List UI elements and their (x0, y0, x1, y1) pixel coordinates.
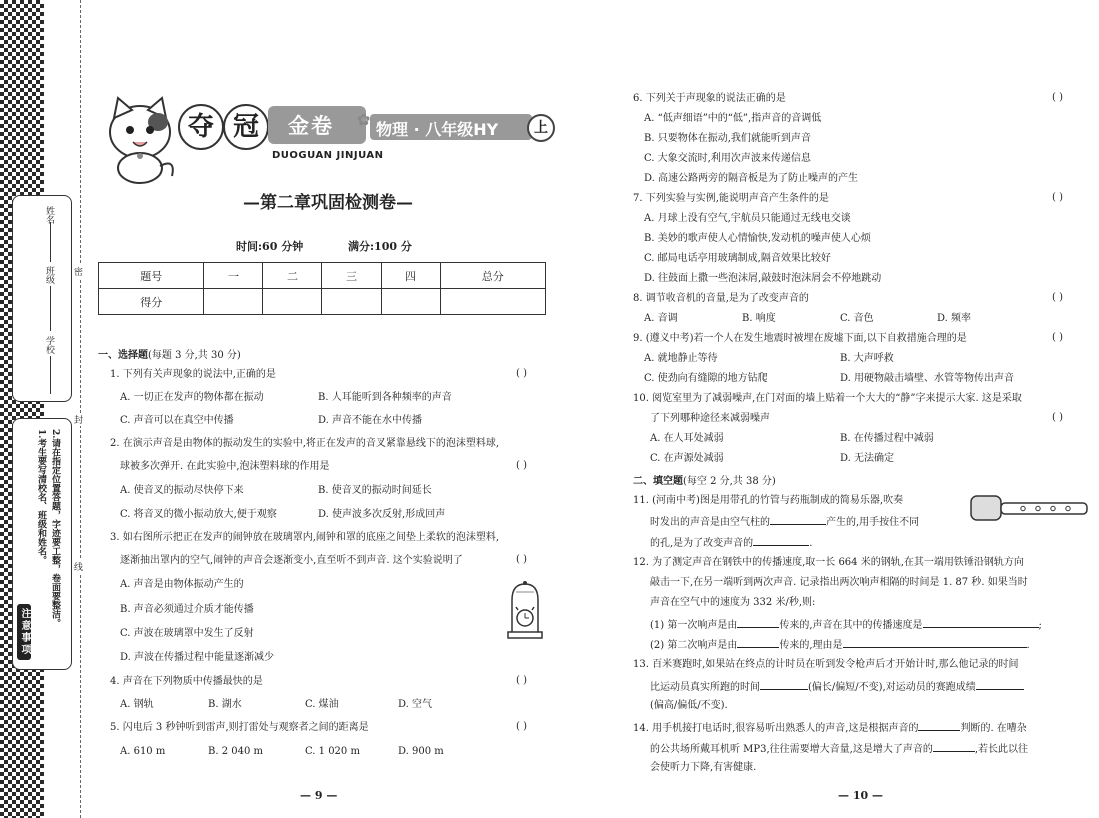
class-label: 班级 (44, 266, 54, 284)
q12-text-2: 敲击一下,在另一端听到两次声音. 记录指出两次响声相隔的时间是 1. 87 秒. 如果当时 (650, 577, 1028, 588)
q11-text-3a: 的孔,是为了改变声音的 (650, 538, 754, 549)
section1-note: (每题 3 分,共 30 分) (148, 350, 241, 361)
q10-option-c[interactable]: C. 在声源处减弱 (650, 453, 724, 464)
q9-option-b[interactable]: B. 大声呼救 (840, 353, 894, 364)
q12-text-3: 声音在空气中的速度为 332 米/秒,则: (650, 597, 816, 608)
q4-answer-paren[interactable]: ( ) (516, 675, 527, 686)
q12-sub-2b: 传来的,理由是 (779, 640, 843, 651)
q12-sub-1 (650, 617, 1042, 633)
score-cell[interactable] (381, 289, 440, 315)
q3-option-c[interactable]: C. 声波在玻璃罩中发生了反射 (120, 628, 254, 639)
score-cell[interactable] (263, 289, 322, 315)
q2-option-d[interactable]: D. 使声波多次反射,形成回声 (318, 509, 446, 520)
q12-sub-1a: (1) 第一次响声是由 (650, 620, 738, 631)
q7-answer-paren[interactable]: ( ) (1052, 192, 1063, 203)
q12-sub-2a: (2) 第二次响声是由 (650, 640, 738, 651)
q4-option-d[interactable]: D. 空气 (398, 699, 433, 710)
q12-sub-2c: . (1026, 640, 1030, 651)
table-header-cell: 题号 (99, 263, 204, 289)
q3-text-1: 3. 如右图所示把正在发声的闹钟放在玻璃罩内,闹钟和罩的底座之间垫上柔软的泡沫塑料, (110, 532, 500, 543)
section1-title: 一、选择题 (98, 350, 148, 361)
name-line (50, 222, 51, 262)
q8-answer-paren[interactable]: ( ) (1052, 292, 1063, 303)
q7-text: 7. 下列实验与实例,能说明声音产生条件的是 (633, 193, 829, 204)
q6-option-b[interactable]: B. 只要物体在振动,我们就能听到声音 (644, 133, 811, 144)
q13-blank-1[interactable] (760, 679, 808, 690)
q2-text-1: 2. 在演示声音是由物体的振动发生的实验中,将正在发声的音叉紧靠悬线下的泡沫塑料球, (110, 438, 500, 449)
q10-option-b[interactable]: B. 在传播过程中减弱 (840, 433, 934, 444)
q8-text: 8. 调节收音机的音量,是为了改变声音的 (633, 293, 809, 304)
student-info-box (12, 195, 72, 402)
q8-option-d[interactable]: D. 频率 (937, 313, 972, 324)
seal-dashed-line (80, 0, 81, 818)
volume-badge: 上 (527, 114, 555, 142)
table-header-cell: 二 (263, 263, 322, 289)
q11-text-2 (650, 514, 919, 530)
exam-title: —第二章巩固检测卷— (243, 193, 413, 213)
subject-label: 物理 · 八年级HY (376, 120, 499, 139)
q7-option-c[interactable]: C. 邮局电话亭用玻璃制成,隔音效果比较好 (644, 253, 831, 264)
score-table (98, 262, 546, 315)
exam-time: 时间:60 分钟 (236, 240, 304, 253)
q13-text-2b: (偏长/偏短/不变),对运动员的赛跑成绩 (808, 682, 976, 693)
q10-option-d[interactable]: D. 无法确定 (840, 453, 895, 464)
score-cell[interactable] (440, 289, 545, 315)
q2-text-2: 球被多次弹开. 在此实验中,泡沫塑料球的作用是 (120, 461, 330, 472)
q8-option-c[interactable]: C. 音色 (840, 313, 874, 324)
q14-text-3: 会使听力下降,有害健康. (650, 762, 757, 773)
notice-line-1: 1.考生要写清校名、班级和姓名。 (36, 429, 46, 565)
q12-blank-4[interactable] (843, 637, 1027, 648)
q10-answer-paren[interactable]: ( ) (1052, 412, 1063, 423)
q13-text-2a: 比运动员真实所跑的时间 (650, 682, 760, 693)
seal-char-3: 线 (74, 560, 83, 573)
q14-blank-2[interactable] (933, 741, 975, 752)
notice-title: 注意事项 (17, 604, 31, 660)
q12-text-1: 12. 为了测定声音在钢铁中的传播速度,取一长 664 米的钢轨,在其一端用铁锤沿钢轨方向 (633, 557, 1024, 568)
table-row-label: 得分 (99, 289, 204, 315)
q5-option-c[interactable]: C. 1 020 m (305, 746, 360, 757)
q11-text-2b: 产生的,用手按住不同 (826, 517, 920, 528)
q7-option-b[interactable]: B. 美妙的歌声使人心情愉快,发动机的噪声使人心烦 (644, 233, 871, 244)
q11-text-3b: . (809, 538, 813, 549)
q14-text-2b: ,若长此以往 (974, 744, 1029, 755)
page-number-left: — 9 — (300, 789, 338, 802)
q11-text-3 (650, 535, 812, 551)
table-header-cell: 四 (381, 263, 440, 289)
q10-text-1: 10. 阅览室里为了减弱噪声,在门对面的墙上贴着一个大大的“静”字来提示大家. 这是采取 (633, 393, 1022, 404)
q10-option-a[interactable]: A. 在人耳处减弱 (650, 433, 724, 444)
q5-option-b[interactable]: B. 2 040 m (208, 746, 263, 757)
q3-option-a[interactable]: A. 声音是由物体振动产生的 (120, 579, 244, 590)
brand-pinyin: DUOGUAN JINJUAN (272, 150, 384, 161)
class-line (50, 286, 51, 331)
q9-option-a[interactable]: A. 就地静止等待 (644, 353, 718, 364)
q5-answer-paren[interactable]: ( ) (516, 721, 527, 732)
q4-option-c[interactable]: C. 煤油 (305, 699, 339, 710)
q14-text-1a: 14. 用手机接打电话时,很容易听出熟悉人的声音,这是根据声音的 (633, 723, 919, 734)
score-table-row (99, 289, 546, 315)
brand-sub: 金卷 (288, 113, 334, 138)
q13-text-3: (偏高/偏低/不变). (650, 700, 728, 711)
q12-sub-1c: ; (1038, 620, 1042, 631)
brand-char-2: 冠 (223, 104, 269, 150)
bamboo-flute-icon (963, 488, 1091, 528)
school-label: 学校 (44, 336, 54, 354)
page-number-right: — 10 — (838, 789, 883, 802)
q2-option-c[interactable]: C. 将音叉的微小振动放大,便于观察 (120, 509, 277, 520)
q9-option-c[interactable]: C. 使劲向有缝隙的地方钻爬 (644, 373, 768, 384)
name-label: 姓名 (44, 206, 54, 224)
q12-blank-3[interactable] (737, 637, 779, 648)
q9-option-d[interactable]: D. 用硬物敲击墙壁、水管等物传出声音 (840, 373, 1015, 384)
q13-text-2 (650, 679, 1024, 695)
q1-text: 1. 下列有关声现象的说法中,正确的是 (110, 369, 276, 380)
q4-option-a[interactable]: A. 钢轨 (120, 699, 154, 710)
q9-text: 9. (遵义中考)若一个人在发生地震时被埋在废墟下面,以下自救措施合理的是 (633, 333, 967, 344)
score-cell[interactable] (204, 289, 263, 315)
q8-option-b[interactable]: B. 响度 (742, 313, 776, 324)
q5-option-a[interactable]: A. 610 m (120, 746, 166, 757)
q11-blank-2[interactable] (753, 535, 809, 546)
q2-answer-paren[interactable]: ( ) (516, 460, 527, 471)
q11-blank-1[interactable] (770, 514, 826, 525)
notice-line-2: 2.请在指定位置答题，字迹要工整，卷面要整洁。 (50, 429, 60, 628)
q3-answer-paren[interactable]: ( ) (516, 554, 527, 565)
notice-box (12, 418, 72, 670)
q2-option-b[interactable]: B. 使音叉的振动时间延长 (318, 485, 432, 496)
q13-text-1: 13. 百米赛跑时,如果站在终点的计时员在听到发令枪声后才开始计时,那么他记录的时间 (633, 659, 1019, 670)
table-header-cell: 三 (322, 263, 381, 289)
table-header-cell: 总分 (440, 263, 545, 289)
q14-text-1b: 判断的. 在嘈杂 (960, 723, 1027, 734)
flower-icon: ✿ (357, 110, 371, 129)
q13-blank-2[interactable] (976, 679, 1024, 690)
seal-char-2: 封 (74, 413, 83, 426)
q14-text-2 (650, 741, 1028, 757)
exam-score-total: 满分:100 分 (348, 240, 412, 253)
cat-mascot-icon (100, 92, 180, 184)
q3-option-b[interactable]: B. 声音必须通过介质才能传播 (120, 604, 254, 615)
q4-text: 4. 声音在下列物质中传播最快的是 (110, 676, 263, 687)
q6-option-c[interactable]: C. 大象交流时,利用次声波来传递信息 (644, 153, 811, 164)
q11-text-1: 11. (河南中考)图是用带孔的竹管与药瓶制成的简易乐器,吹奏 (633, 495, 904, 506)
checker-border (0, 0, 44, 818)
q1-option-c[interactable]: C. 声音可以在真空中传播 (120, 415, 234, 426)
q14-text-1 (633, 720, 1027, 736)
brand-char-1: 夺 (178, 104, 224, 150)
q2-option-a[interactable]: A. 使音叉的振动尽快停下来 (120, 485, 244, 496)
q1-option-a[interactable]: A. 一切正在发声的物体都在振动 (120, 392, 264, 403)
q1-option-d[interactable]: D. 声音不能在水中传播 (318, 415, 423, 426)
q7-option-a[interactable]: A. 月球上没有空气,宇航员只能通过无线电交谈 (644, 213, 851, 224)
q6-option-d[interactable]: D. 高速公路两旁的隔音板是为了防止噪声的产生 (644, 173, 859, 184)
score-table-header-row (99, 263, 546, 289)
q5-option-d[interactable]: D. 900 m (398, 746, 444, 757)
section2-heading (633, 472, 776, 487)
q1-option-b[interactable]: B. 人耳能听到各种频率的声音 (318, 392, 452, 403)
section2-title: 二、填空题 (633, 476, 683, 487)
seal-char-1: 密 (74, 265, 83, 278)
q10-text-2: 了下列哪种途径来减弱噪声 (650, 413, 770, 424)
q6-answer-paren[interactable]: ( ) (1052, 92, 1063, 103)
table-header-cell: 一 (204, 263, 263, 289)
bell-jar-clock-icon (502, 580, 548, 642)
q4-option-b[interactable]: B. 湖水 (208, 699, 242, 710)
q12-blank-1[interactable] (737, 617, 779, 628)
q7-option-d[interactable]: D. 往鼓面上撒一些泡沫屑,敲鼓时泡沫屑会不停地跳动 (644, 273, 882, 284)
score-cell[interactable] (322, 289, 381, 315)
q12-sub-1b: 传来的,声音在其中的传播速度是 (779, 620, 923, 631)
section1-heading (98, 346, 241, 361)
q6-text: 6. 下列关于声现象的说法正确的是 (633, 93, 786, 104)
q5-text: 5. 闪电后 3 秒钟听到雷声,则打雷处与观察者之间的距离是 (110, 722, 369, 733)
q6-option-a[interactable]: A. “低声细语”中的“低”,指声音的音调低 (644, 113, 822, 124)
section2-note: (每空 2 分,共 38 分) (683, 476, 776, 487)
q11-text-2a: 时发出的声音是由空气柱的 (650, 517, 770, 528)
q12-sub-2 (650, 637, 1030, 653)
q3-text-2: 逐渐抽出罩内的空气,闹钟的声音会逐渐变小,直至听不到声音. 这个实验说明了 (120, 555, 463, 566)
q12-blank-2[interactable] (923, 617, 1039, 628)
q8-option-a[interactable]: A. 音调 (644, 313, 678, 324)
q14-text-2a: 的公共场所戴耳机听 MP3,往往需要增大音量,这是增大了声音的 (650, 744, 933, 755)
q3-option-d[interactable]: D. 声波在传播过程中能量逐渐减少 (120, 652, 275, 663)
q1-answer-paren[interactable]: ( ) (516, 368, 527, 379)
q9-answer-paren[interactable]: ( ) (1052, 332, 1063, 343)
school-line (50, 356, 51, 394)
q14-blank-1[interactable] (918, 720, 960, 731)
